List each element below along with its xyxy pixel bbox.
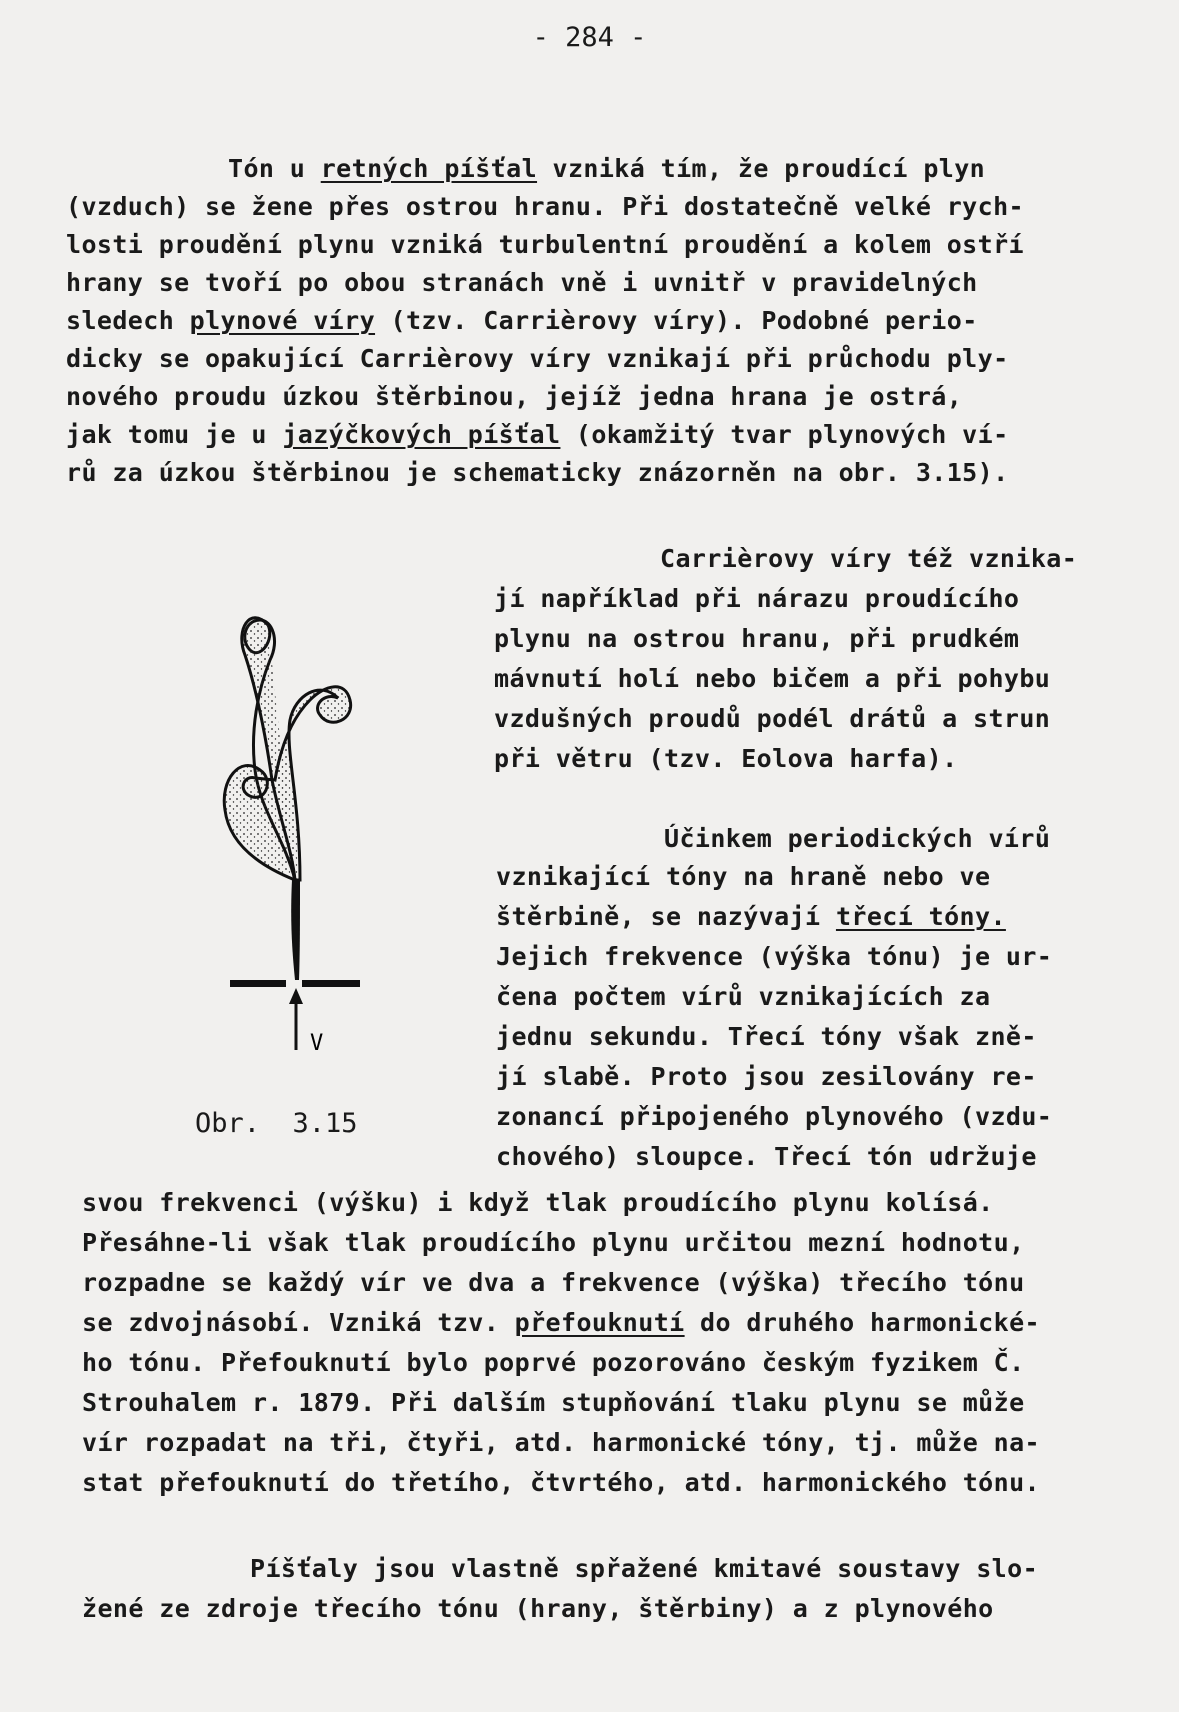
text-line [82, 1386, 1025, 1420]
underlined-term: plynové víry [189, 306, 376, 335]
text-span: dicky se opakující Carrièrovy víry vznikají při průchodu ply- [66, 344, 1009, 373]
text-line [66, 190, 1024, 224]
text-line [496, 940, 1052, 974]
text-span: rozpadne se každý vír ve dva a frekvence (výška) třecího tónu [82, 1268, 1025, 1297]
text-span: Přesáhne-li však tlak proudícího plynu určitou mezní hodnotu, [82, 1228, 1025, 1257]
text-span: Jejich frekvence (výška tónu) je ur- [496, 942, 1053, 971]
text-line [82, 1186, 994, 1220]
text-line [496, 1020, 1037, 1054]
text-line [494, 582, 1019, 616]
text-span: mávnutí holí nebo bičem a při pohybu [494, 664, 1051, 693]
underlined-term: přefouknutí [514, 1308, 685, 1337]
text-span: Píšťaly jsou vlastně spřažené kmitavé soustavy slo- [250, 1554, 1039, 1583]
underlined-term: jazýčkových píšťal [282, 420, 561, 449]
text-span: sledech [66, 306, 190, 335]
text-span: (tzv. Carrièrovy víry). Podobné perio- [375, 306, 978, 335]
text-span: Tón u [228, 154, 321, 183]
text-span: vír rozpadat na tři, čtyři, atd. harmonické tóny, tj. může na- [82, 1428, 1040, 1457]
text-line [250, 1552, 1038, 1586]
text-span: hrany se tvoří po obou stranách vně i uvnitř v pravidelných [66, 268, 978, 297]
text-span: vznikající tóny na hraně nebo ve [496, 862, 991, 891]
underlined-term: retných píšťal [320, 154, 538, 183]
text-line [494, 702, 1050, 736]
figure-label-v: V [310, 1031, 324, 1056]
text-span: se zdvojnásobí. Vzniká tzv. [82, 1308, 515, 1337]
text-line [82, 1306, 1040, 1340]
text-line [496, 1100, 1052, 1134]
text-span: nového proudu úzkou štěrbinou, jejíž jedna hrana je ostrá, [66, 382, 963, 411]
text-line [66, 380, 962, 414]
text-span: jí například při nárazu proudícího [494, 584, 1020, 613]
text-line [496, 860, 990, 894]
text-span: rů za úzkou štěrbinou je schematicky znázorněn na obr. 3.15). [66, 458, 1009, 487]
text-line [66, 304, 978, 338]
text-span: (vzduch) se žene přes ostrou hranu. Při dostatečně velké rych- [66, 192, 1024, 221]
text-line [496, 980, 990, 1014]
text-line [82, 1266, 1025, 1300]
text-line [494, 742, 958, 776]
text-span: žené ze zdroje třecího tónu (hrany, štěrbiny) a z plynového [82, 1594, 994, 1623]
text-span: čena počtem vírů vznikajících za [496, 982, 991, 1011]
text-line [664, 822, 1050, 856]
text-span: jí slabě. Proto jsou zesilovány re- [496, 1062, 1037, 1091]
text-line [494, 622, 1019, 656]
text-line [66, 418, 1009, 452]
figure-caption: Obr. 3.15 [195, 1108, 358, 1139]
text-span: při větru (tzv. Eolova harfa). [494, 744, 958, 773]
text-span: ho tónu. Přefouknutí bylo poprvé pozorováno českým fyzikem Č. [82, 1348, 1025, 1377]
text-span: zonancí připojeného plynového (vzdu- [496, 1102, 1053, 1131]
text-span: Strouhalem r. 1879. Při dalším stupňování tlaku plynu se může [82, 1388, 1025, 1417]
text-span: vzdušných proudů podél drátů a strun [494, 704, 1051, 733]
underlined-term: třecí tóny. [835, 902, 1006, 931]
text-line [66, 342, 1009, 376]
text-span: Carrièrovy víry též vznika- [660, 544, 1078, 573]
text-span: do druhého harmonické- [684, 1308, 1040, 1337]
text-line [66, 456, 1009, 490]
text-line [228, 152, 985, 186]
text-span: svou frekvenci (výšku) i když tlak proudícího plynu kolísá. [82, 1188, 994, 1217]
text-span: chového) sloupce. Třecí tón udržuje [496, 1142, 1037, 1171]
text-span: losti proudění plynu vzniká turbulentní proudění a kolem ostří [66, 230, 1024, 259]
text-span: jednu sekundu. Třecí tóny však zně- [496, 1022, 1037, 1051]
text-line [494, 662, 1050, 696]
text-span: jak tomu je u [66, 420, 283, 449]
text-line [82, 1466, 1040, 1500]
text-line [66, 228, 1024, 262]
text-line [660, 542, 1077, 576]
text-span: stat přefouknutí do třetího, čtvrtého, atd. harmonického tónu. [82, 1468, 1040, 1497]
text-line [496, 1060, 1037, 1094]
text-line [496, 900, 1006, 934]
text-span: plynu na ostrou hranu, při prudkém [494, 624, 1020, 653]
text-line [82, 1226, 1025, 1260]
text-line [82, 1592, 994, 1626]
page-number: - 284 - [532, 22, 647, 53]
text-span: Účinkem periodických vírů [664, 824, 1051, 853]
text-line [496, 1140, 1037, 1174]
text-span: (okamžitý tvar plynových ví- [560, 420, 1009, 449]
text-span: štěrbině, se nazývají [496, 902, 836, 931]
text-span: vzniká tím, že proudící plyn [537, 154, 986, 183]
figure-vortex-diagram [200, 580, 380, 1090]
text-line [66, 266, 978, 300]
text-line [82, 1346, 1025, 1380]
text-line [82, 1426, 1040, 1460]
